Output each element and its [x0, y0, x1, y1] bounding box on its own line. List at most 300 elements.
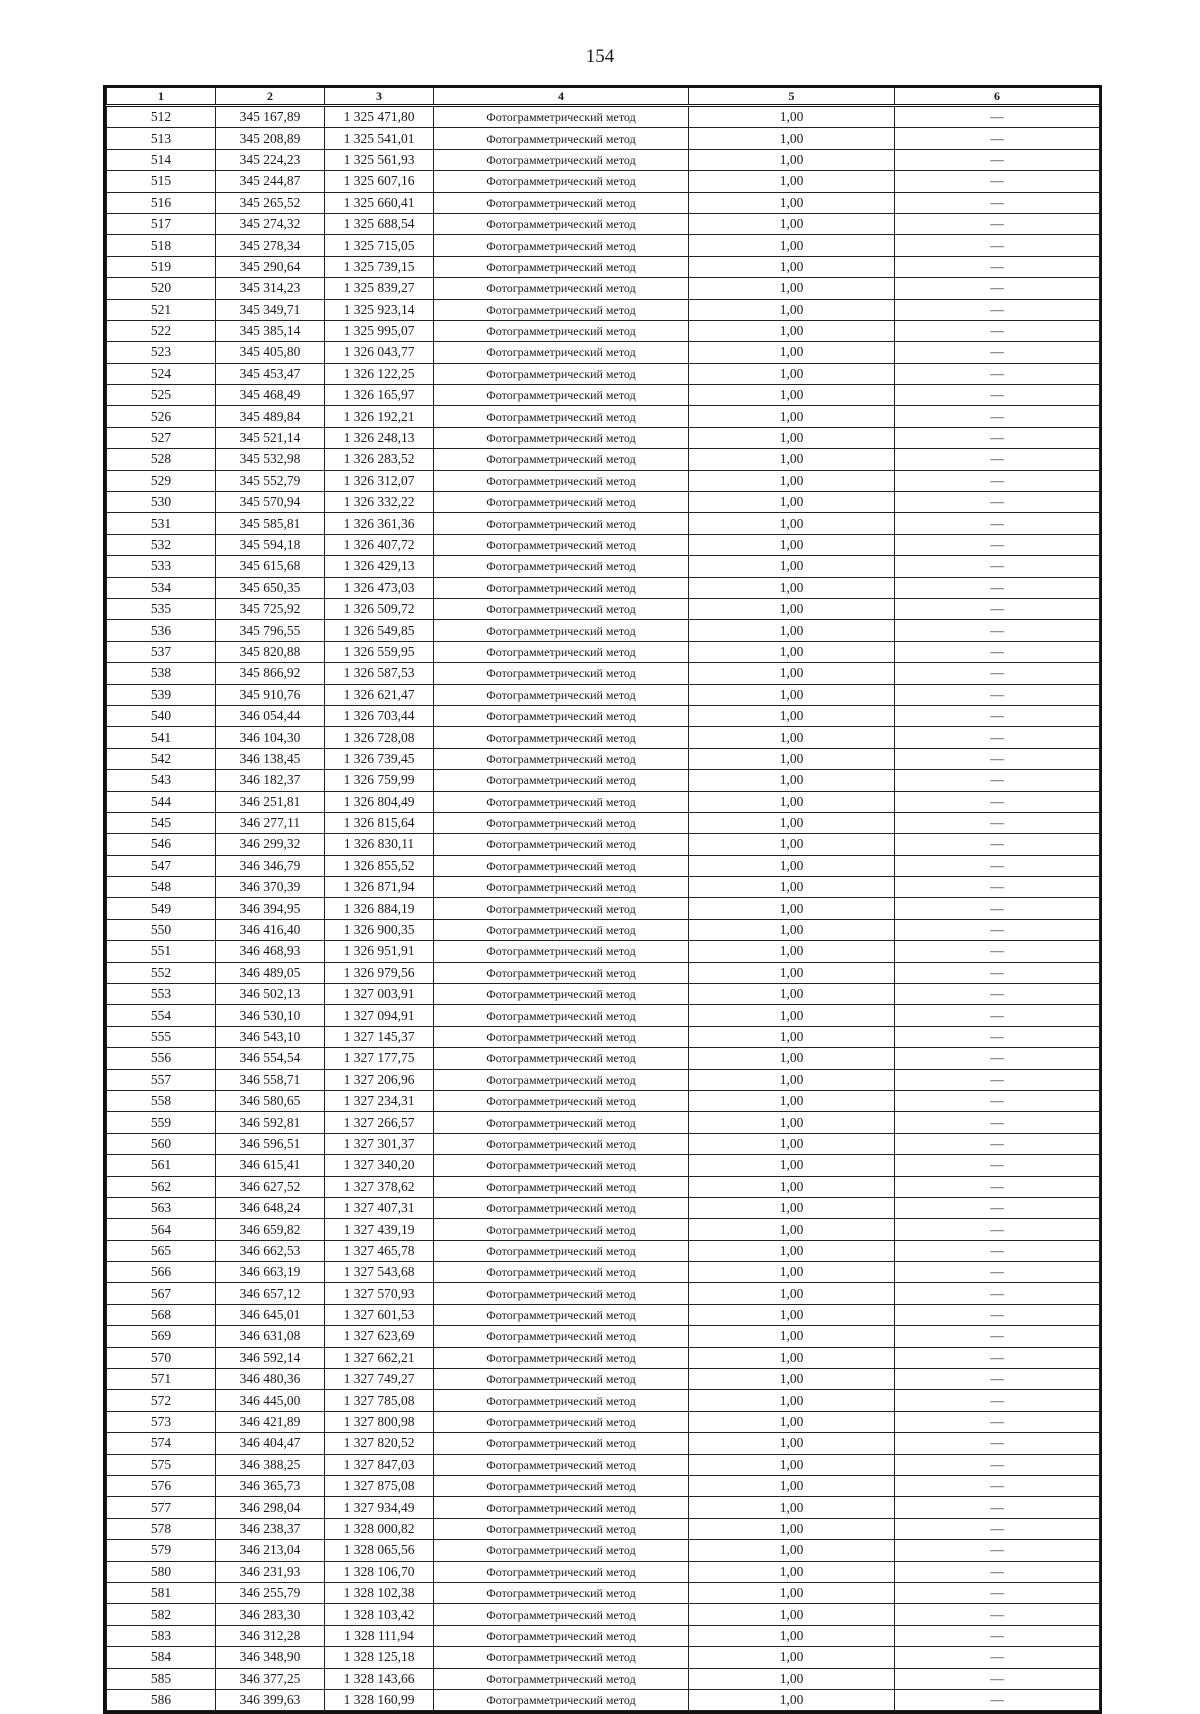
- y-coordinate-cell: 1 325 739,15: [325, 256, 434, 277]
- table-row: [107, 299, 1100, 320]
- point-number-cell: 568: [107, 1304, 216, 1325]
- table-row: [107, 1497, 1100, 1518]
- point-number-cell: 574: [107, 1433, 216, 1454]
- method-cell: Фотограмметрический метод: [434, 663, 689, 684]
- y-coordinate-cell: 1 326 043,77: [325, 342, 434, 363]
- x-coordinate-cell: 345 866,92: [216, 663, 325, 684]
- y-coordinate-cell: 1 327 800,98: [325, 1411, 434, 1432]
- note-cell: —: [895, 834, 1100, 855]
- method-cell: Фотограмметрический метод: [434, 1005, 689, 1026]
- y-coordinate-cell: 1 327 177,75: [325, 1048, 434, 1069]
- accuracy-cell: 1,00: [689, 684, 895, 705]
- x-coordinate-cell: 346 615,41: [216, 1155, 325, 1176]
- y-coordinate-cell: 1 327 266,57: [325, 1112, 434, 1133]
- y-coordinate-cell: 1 326 407,72: [325, 534, 434, 555]
- note-cell: —: [895, 770, 1100, 791]
- x-coordinate-cell: 346 213,04: [216, 1540, 325, 1561]
- accuracy-cell: 1,00: [689, 427, 895, 448]
- note-cell: —: [895, 1005, 1100, 1026]
- point-number-cell: 543: [107, 770, 216, 791]
- note-cell: —: [895, 534, 1100, 555]
- table-row: [107, 684, 1100, 705]
- method-cell: Фотограмметрический метод: [434, 1369, 689, 1390]
- table-row: [107, 278, 1100, 299]
- table-row: [107, 470, 1100, 491]
- accuracy-cell: 1,00: [689, 962, 895, 983]
- x-coordinate-cell: 346 299,32: [216, 834, 325, 855]
- y-coordinate-cell: 1 327 206,96: [325, 1069, 434, 1090]
- x-coordinate-cell: 346 370,39: [216, 877, 325, 898]
- page-number: 154: [585, 46, 615, 67]
- point-number-cell: 556: [107, 1048, 216, 1069]
- x-coordinate-cell: 346 631,08: [216, 1326, 325, 1347]
- method-cell: Фотограмметрический метод: [434, 556, 689, 577]
- accuracy-cell: 1,00: [689, 342, 895, 363]
- accuracy-cell: 1,00: [689, 1561, 895, 1582]
- y-coordinate-cell: 1 326 884,19: [325, 898, 434, 919]
- x-coordinate-cell: 346 312,28: [216, 1625, 325, 1646]
- accuracy-cell: 1,00: [689, 1219, 895, 1240]
- accuracy-cell: 1,00: [689, 385, 895, 406]
- y-coordinate-cell: 1 326 621,47: [325, 684, 434, 705]
- x-coordinate-cell: 345 594,18: [216, 534, 325, 555]
- y-coordinate-cell: 1 326 830,11: [325, 834, 434, 855]
- x-coordinate-cell: 346 592,14: [216, 1347, 325, 1368]
- point-number-cell: 537: [107, 641, 216, 662]
- note-cell: —: [895, 299, 1100, 320]
- point-number-cell: 527: [107, 427, 216, 448]
- x-coordinate-cell: 346 489,05: [216, 962, 325, 983]
- y-coordinate-cell: 1 325 995,07: [325, 320, 434, 341]
- note-cell: —: [895, 342, 1100, 363]
- point-number-cell: 562: [107, 1176, 216, 1197]
- y-coordinate-cell: 1 326 804,49: [325, 791, 434, 812]
- table-row: [107, 919, 1100, 940]
- method-cell: Фотограмметрический метод: [434, 1112, 689, 1133]
- table-row: [107, 1326, 1100, 1347]
- accuracy-cell: 1,00: [689, 1454, 895, 1475]
- y-coordinate-cell: 1 325 607,16: [325, 171, 434, 192]
- table-row: [107, 235, 1100, 256]
- method-cell: Фотограмметрический метод: [434, 1262, 689, 1283]
- method-cell: Фотограмметрический метод: [434, 791, 689, 812]
- accuracy-cell: 1,00: [689, 1369, 895, 1390]
- point-number-cell: 526: [107, 406, 216, 427]
- table-row: [107, 1668, 1100, 1689]
- y-coordinate-cell: 1 327 234,31: [325, 1090, 434, 1111]
- method-cell: Фотограмметрический метод: [434, 1069, 689, 1090]
- method-cell: Фотограмметрический метод: [434, 492, 689, 513]
- table-row: [107, 770, 1100, 791]
- x-coordinate-cell: 345 532,98: [216, 449, 325, 470]
- note-cell: —: [895, 449, 1100, 470]
- note-cell: —: [895, 1326, 1100, 1347]
- y-coordinate-cell: 1 327 543,68: [325, 1262, 434, 1283]
- note-cell: —: [895, 1026, 1100, 1047]
- y-coordinate-cell: 1 327 662,21: [325, 1347, 434, 1368]
- note-cell: —: [895, 213, 1100, 234]
- x-coordinate-cell: 346 530,10: [216, 1005, 325, 1026]
- note-cell: —: [895, 278, 1100, 299]
- method-cell: Фотограмметрический метод: [434, 1540, 689, 1561]
- table-row: [107, 898, 1100, 919]
- method-cell: Фотограмметрический метод: [434, 1689, 689, 1710]
- note-cell: —: [895, 1262, 1100, 1283]
- method-cell: Фотограмметрический метод: [434, 962, 689, 983]
- y-coordinate-cell: 1 326 979,56: [325, 962, 434, 983]
- method-cell: Фотограмметрический метод: [434, 106, 689, 128]
- point-number-cell: 553: [107, 984, 216, 1005]
- y-coordinate-cell: 1 328 000,82: [325, 1518, 434, 1539]
- x-coordinate-cell: 345 385,14: [216, 320, 325, 341]
- method-cell: Фотограмметрический метод: [434, 235, 689, 256]
- note-cell: —: [895, 1540, 1100, 1561]
- table-row: [107, 941, 1100, 962]
- accuracy-cell: 1,00: [689, 449, 895, 470]
- point-number-cell: 514: [107, 149, 216, 170]
- x-coordinate-cell: 345 570,94: [216, 492, 325, 513]
- table-row: [107, 962, 1100, 983]
- accuracy-cell: 1,00: [689, 1283, 895, 1304]
- x-coordinate-cell: 346 627,52: [216, 1176, 325, 1197]
- x-coordinate-cell: 346 298,04: [216, 1497, 325, 1518]
- point-number-cell: 561: [107, 1155, 216, 1176]
- point-number-cell: 539: [107, 684, 216, 705]
- x-coordinate-cell: 346 468,93: [216, 941, 325, 962]
- x-coordinate-cell: 345 349,71: [216, 299, 325, 320]
- point-number-cell: 547: [107, 855, 216, 876]
- x-coordinate-cell: 345 552,79: [216, 470, 325, 491]
- accuracy-cell: 1,00: [689, 812, 895, 833]
- point-number-cell: 519: [107, 256, 216, 277]
- note-cell: —: [895, 1347, 1100, 1368]
- x-coordinate-cell: 346 580,65: [216, 1090, 325, 1111]
- table-row: [107, 1197, 1100, 1218]
- point-number-cell: 544: [107, 791, 216, 812]
- x-coordinate-cell: 345 725,92: [216, 598, 325, 619]
- method-cell: Фотограмметрический метод: [434, 406, 689, 427]
- note-cell: —: [895, 192, 1100, 213]
- y-coordinate-cell: 1 325 715,05: [325, 235, 434, 256]
- accuracy-cell: 1,00: [689, 235, 895, 256]
- point-number-cell: 542: [107, 748, 216, 769]
- point-number-cell: 557: [107, 1069, 216, 1090]
- x-coordinate-cell: 346 445,00: [216, 1390, 325, 1411]
- note-cell: —: [895, 1561, 1100, 1582]
- note-cell: —: [895, 1197, 1100, 1218]
- table-row: [107, 1625, 1100, 1646]
- method-cell: Фотограмметрический метод: [434, 1433, 689, 1454]
- x-coordinate-cell: 346 416,40: [216, 919, 325, 940]
- table-row: [107, 1133, 1100, 1154]
- method-cell: Фотограмметрический метод: [434, 684, 689, 705]
- x-coordinate-cell: 345 615,68: [216, 556, 325, 577]
- accuracy-cell: 1,00: [689, 1026, 895, 1047]
- x-coordinate-cell: 345 650,35: [216, 577, 325, 598]
- note-cell: —: [895, 1604, 1100, 1625]
- point-number-cell: 567: [107, 1283, 216, 1304]
- point-number-cell: 579: [107, 1540, 216, 1561]
- table-row: [107, 1069, 1100, 1090]
- method-cell: Фотограмметрический метод: [434, 1326, 689, 1347]
- note-cell: —: [895, 171, 1100, 192]
- y-coordinate-cell: 1 327 570,93: [325, 1283, 434, 1304]
- accuracy-cell: 1,00: [689, 1240, 895, 1261]
- accuracy-cell: 1,00: [689, 727, 895, 748]
- coordinates-table: [103, 85, 1102, 1714]
- method-cell: Фотограмметрический метод: [434, 1518, 689, 1539]
- y-coordinate-cell: 1 327 601,53: [325, 1304, 434, 1325]
- accuracy-cell: 1,00: [689, 1155, 895, 1176]
- y-coordinate-cell: 1 328 103,42: [325, 1604, 434, 1625]
- note-cell: —: [895, 427, 1100, 448]
- note-cell: —: [895, 1518, 1100, 1539]
- point-number-cell: 515: [107, 171, 216, 192]
- table-row: [107, 1476, 1100, 1497]
- method-cell: Фотограмметрический метод: [434, 705, 689, 726]
- table-row: [107, 449, 1100, 470]
- accuracy-cell: 1,00: [689, 748, 895, 769]
- method-cell: Фотограмметрический метод: [434, 598, 689, 619]
- method-cell: Фотограмметрический метод: [434, 1347, 689, 1368]
- point-number-cell: 522: [107, 320, 216, 341]
- point-number-cell: 581: [107, 1582, 216, 1603]
- table-row: [107, 1048, 1100, 1069]
- y-coordinate-cell: 1 325 471,80: [325, 106, 434, 128]
- method-cell: Фотограмметрический метод: [434, 877, 689, 898]
- point-number-cell: 555: [107, 1026, 216, 1047]
- method-cell: Фотограмметрический метод: [434, 1625, 689, 1646]
- method-cell: Фотограмметрический метод: [434, 1647, 689, 1668]
- accuracy-cell: 1,00: [689, 1540, 895, 1561]
- y-coordinate-cell: 1 327 301,37: [325, 1133, 434, 1154]
- table-row: [107, 1219, 1100, 1240]
- note-cell: —: [895, 919, 1100, 940]
- method-cell: Фотограмметрический метод: [434, 1048, 689, 1069]
- x-coordinate-cell: 346 138,45: [216, 748, 325, 769]
- note-cell: —: [895, 1582, 1100, 1603]
- note-cell: —: [895, 320, 1100, 341]
- note-cell: —: [895, 1219, 1100, 1240]
- note-cell: —: [895, 1454, 1100, 1475]
- note-cell: —: [895, 748, 1100, 769]
- y-coordinate-cell: 1 326 122,25: [325, 363, 434, 384]
- y-coordinate-cell: 1 325 561,93: [325, 149, 434, 170]
- table-row: [107, 705, 1100, 726]
- point-number-cell: 585: [107, 1668, 216, 1689]
- method-cell: Фотограмметрический метод: [434, 128, 689, 149]
- x-coordinate-cell: 345 820,88: [216, 641, 325, 662]
- x-coordinate-cell: 346 104,30: [216, 727, 325, 748]
- method-cell: Фотограмметрический метод: [434, 192, 689, 213]
- point-number-cell: 573: [107, 1411, 216, 1432]
- accuracy-cell: 1,00: [689, 1390, 895, 1411]
- x-coordinate-cell: 346 659,82: [216, 1219, 325, 1240]
- note-cell: —: [895, 556, 1100, 577]
- table-row: [107, 213, 1100, 234]
- accuracy-cell: 1,00: [689, 1262, 895, 1283]
- point-number-cell: 564: [107, 1219, 216, 1240]
- point-number-cell: 575: [107, 1454, 216, 1475]
- table-row: [107, 1540, 1100, 1561]
- accuracy-cell: 1,00: [689, 855, 895, 876]
- point-number-cell: 546: [107, 834, 216, 855]
- x-coordinate-cell: 346 502,13: [216, 984, 325, 1005]
- table-row: [107, 342, 1100, 363]
- column-header-4: 4: [434, 88, 689, 106]
- accuracy-cell: 1,00: [689, 1411, 895, 1432]
- note-cell: —: [895, 705, 1100, 726]
- note-cell: —: [895, 1048, 1100, 1069]
- table-row: [107, 1005, 1100, 1026]
- method-cell: Фотограмметрический метод: [434, 1240, 689, 1261]
- point-number-cell: 569: [107, 1326, 216, 1347]
- note-cell: —: [895, 256, 1100, 277]
- table-row: [107, 406, 1100, 427]
- y-coordinate-cell: 1 327 875,08: [325, 1476, 434, 1497]
- accuracy-cell: 1,00: [689, 213, 895, 234]
- x-coordinate-cell: 345 278,34: [216, 235, 325, 256]
- table-row: [107, 791, 1100, 812]
- point-number-cell: 582: [107, 1604, 216, 1625]
- y-coordinate-cell: 1 328 065,56: [325, 1540, 434, 1561]
- accuracy-cell: 1,00: [689, 1625, 895, 1646]
- x-coordinate-cell: 346 421,89: [216, 1411, 325, 1432]
- table-row: [107, 577, 1100, 598]
- y-coordinate-cell: 1 326 871,94: [325, 877, 434, 898]
- x-coordinate-cell: 346 592,81: [216, 1112, 325, 1133]
- x-coordinate-cell: 346 657,12: [216, 1283, 325, 1304]
- point-number-cell: 533: [107, 556, 216, 577]
- point-number-cell: 577: [107, 1497, 216, 1518]
- point-number-cell: 565: [107, 1240, 216, 1261]
- table-row: [107, 513, 1100, 534]
- table-row: [107, 1689, 1100, 1710]
- note-cell: —: [895, 1390, 1100, 1411]
- note-cell: —: [895, 641, 1100, 662]
- table-row: [107, 385, 1100, 406]
- point-number-cell: 550: [107, 919, 216, 940]
- point-number-cell: 518: [107, 235, 216, 256]
- method-cell: Фотограмметрический метод: [434, 812, 689, 833]
- method-cell: Фотограмметрический метод: [434, 427, 689, 448]
- table-row: [107, 1454, 1100, 1475]
- point-number-cell: 583: [107, 1625, 216, 1646]
- x-coordinate-cell: 346 394,95: [216, 898, 325, 919]
- point-number-cell: 580: [107, 1561, 216, 1582]
- method-cell: Фотограмметрический метод: [434, 834, 689, 855]
- accuracy-cell: 1,00: [689, 941, 895, 962]
- point-number-cell: 578: [107, 1518, 216, 1539]
- note-cell: —: [895, 1689, 1100, 1710]
- y-coordinate-cell: 1 327 340,20: [325, 1155, 434, 1176]
- point-number-cell: 521: [107, 299, 216, 320]
- table-row: [107, 363, 1100, 384]
- method-cell: Фотограмметрический метод: [434, 1090, 689, 1111]
- table-row: [107, 256, 1100, 277]
- point-number-cell: 584: [107, 1647, 216, 1668]
- y-coordinate-cell: 1 326 361,36: [325, 513, 434, 534]
- point-number-cell: 531: [107, 513, 216, 534]
- table-row: [107, 1304, 1100, 1325]
- note-cell: —: [895, 1240, 1100, 1261]
- y-coordinate-cell: 1 326 509,72: [325, 598, 434, 619]
- method-cell: Фотограмметрический метод: [434, 149, 689, 170]
- table-row: [107, 492, 1100, 513]
- point-number-cell: 545: [107, 812, 216, 833]
- x-coordinate-cell: 346 346,79: [216, 855, 325, 876]
- table-row: [107, 855, 1100, 876]
- column-header-5: 5: [689, 88, 895, 106]
- accuracy-cell: 1,00: [689, 770, 895, 791]
- accuracy-cell: 1,00: [689, 1005, 895, 1026]
- accuracy-cell: 1,00: [689, 534, 895, 555]
- y-coordinate-cell: 1 326 549,85: [325, 620, 434, 641]
- table-row: [107, 556, 1100, 577]
- method-cell: Фотограмметрический метод: [434, 171, 689, 192]
- column-header-2: 2: [216, 88, 325, 106]
- method-cell: Фотограмметрический метод: [434, 299, 689, 320]
- table-row: [107, 320, 1100, 341]
- y-coordinate-cell: 1 326 283,52: [325, 449, 434, 470]
- x-coordinate-cell: 345 167,89: [216, 106, 325, 128]
- x-coordinate-cell: 345 585,81: [216, 513, 325, 534]
- y-coordinate-cell: 1 328 102,38: [325, 1582, 434, 1603]
- note-cell: —: [895, 577, 1100, 598]
- x-coordinate-cell: 346 543,10: [216, 1026, 325, 1047]
- point-number-cell: 552: [107, 962, 216, 983]
- x-coordinate-cell: 345 290,64: [216, 256, 325, 277]
- point-number-cell: 528: [107, 449, 216, 470]
- accuracy-cell: 1,00: [689, 363, 895, 384]
- x-coordinate-cell: 345 489,84: [216, 406, 325, 427]
- accuracy-cell: 1,00: [689, 1689, 895, 1710]
- accuracy-cell: 1,00: [689, 192, 895, 213]
- x-coordinate-cell: 346 399,63: [216, 1689, 325, 1710]
- point-number-cell: 535: [107, 598, 216, 619]
- accuracy-cell: 1,00: [689, 556, 895, 577]
- accuracy-cell: 1,00: [689, 106, 895, 128]
- accuracy-cell: 1,00: [689, 1326, 895, 1347]
- accuracy-cell: 1,00: [689, 1048, 895, 1069]
- table-row: [107, 1155, 1100, 1176]
- note-cell: —: [895, 1133, 1100, 1154]
- method-cell: Фотограмметрический метод: [434, 1026, 689, 1047]
- y-coordinate-cell: 1 327 749,27: [325, 1369, 434, 1390]
- table-row: [107, 1518, 1100, 1539]
- table-row: [107, 620, 1100, 641]
- y-coordinate-cell: 1 327 847,03: [325, 1454, 434, 1475]
- x-coordinate-cell: 346 277,11: [216, 812, 325, 833]
- note-cell: —: [895, 385, 1100, 406]
- x-coordinate-cell: 345 224,23: [216, 149, 325, 170]
- column-header-1: 1: [107, 88, 216, 106]
- y-coordinate-cell: 1 328 143,66: [325, 1668, 434, 1689]
- note-cell: —: [895, 1304, 1100, 1325]
- note-cell: —: [895, 1112, 1100, 1133]
- accuracy-cell: 1,00: [689, 278, 895, 299]
- method-cell: Фотограмметрический метод: [434, 320, 689, 341]
- accuracy-cell: 1,00: [689, 1604, 895, 1625]
- y-coordinate-cell: 1 327 623,69: [325, 1326, 434, 1347]
- note-cell: —: [895, 363, 1100, 384]
- method-cell: Фотограмметрический метод: [434, 641, 689, 662]
- y-coordinate-cell: 1 327 003,91: [325, 984, 434, 1005]
- table-row: [107, 192, 1100, 213]
- accuracy-cell: 1,00: [689, 1090, 895, 1111]
- method-cell: Фотограмметрический метод: [434, 1561, 689, 1582]
- x-coordinate-cell: 345 244,87: [216, 171, 325, 192]
